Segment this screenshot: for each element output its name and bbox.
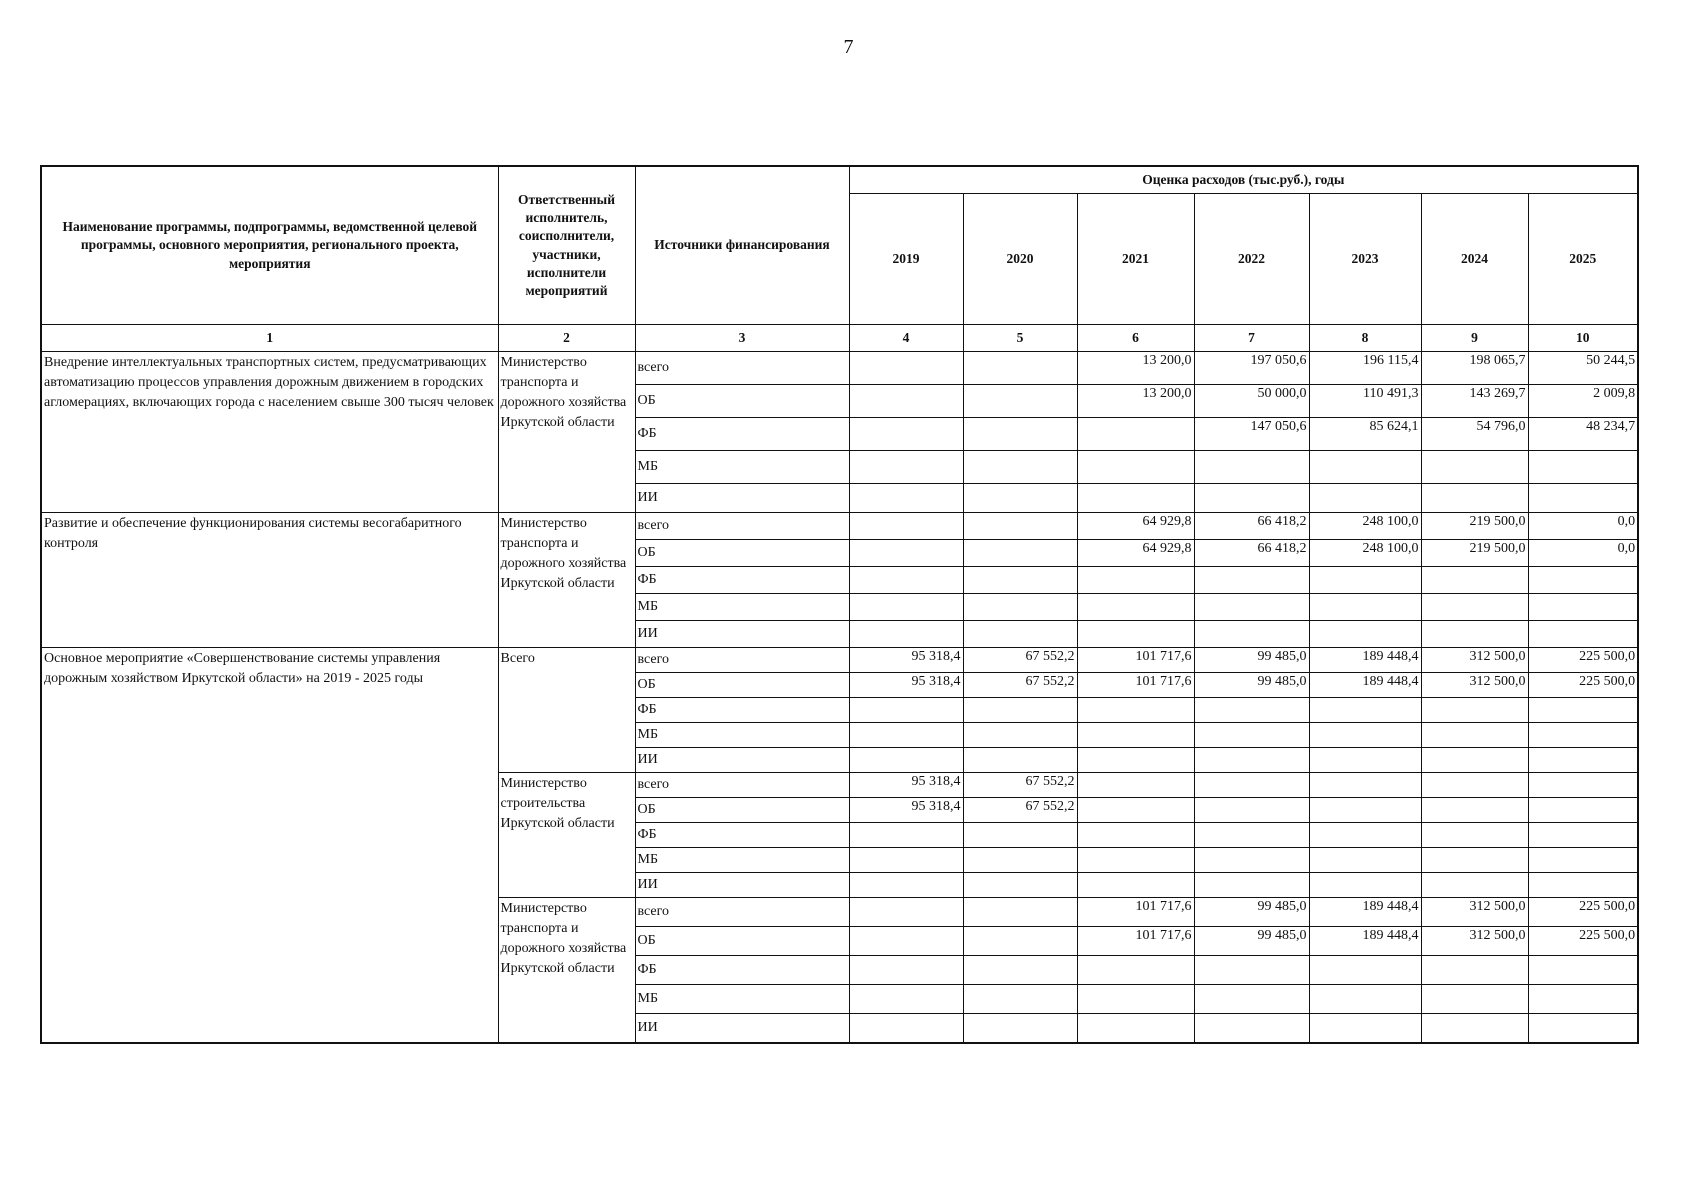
expense-value-2021 [1077, 723, 1194, 748]
expense-value-2023: 189 448,4 [1309, 648, 1421, 673]
expense-value-2020 [963, 513, 1077, 540]
expense-value-2025 [1528, 773, 1638, 798]
expense-value-2019 [849, 418, 963, 451]
expense-value-2025: 225 500,0 [1528, 898, 1638, 927]
expense-value-2022 [1194, 723, 1309, 748]
funding-source: ФБ [635, 418, 849, 451]
expense-value-2024: 312 500,0 [1421, 648, 1528, 673]
expense-value-2023 [1309, 848, 1421, 873]
expense-value-2022 [1194, 773, 1309, 798]
expense-value-2020 [963, 823, 1077, 848]
expense-value-2024 [1421, 773, 1528, 798]
expense-value-2019 [849, 848, 963, 873]
column-number: 9 [1421, 325, 1528, 352]
column-number: 10 [1528, 325, 1638, 352]
expense-value-2021 [1077, 773, 1194, 798]
expense-value-2022: 197 050,6 [1194, 352, 1309, 385]
expense-value-2023: 248 100,0 [1309, 513, 1421, 540]
expense-value-2021: 64 929,8 [1077, 513, 1194, 540]
expense-value-2022 [1194, 1014, 1309, 1044]
header-year: 2022 [1194, 194, 1309, 325]
expense-value-2022: 99 485,0 [1194, 927, 1309, 956]
expense-value-2020 [963, 848, 1077, 873]
expense-value-2025: 225 500,0 [1528, 673, 1638, 698]
expense-value-2025 [1528, 956, 1638, 985]
expense-value-2021: 64 929,8 [1077, 540, 1194, 567]
expense-value-2024: 198 065,7 [1421, 352, 1528, 385]
expense-value-2022 [1194, 567, 1309, 594]
expense-value-2025 [1528, 823, 1638, 848]
expense-value-2024: 312 500,0 [1421, 898, 1528, 927]
expense-value-2024 [1421, 985, 1528, 1014]
expense-value-2019 [849, 621, 963, 648]
funding-source: ИИ [635, 484, 849, 513]
expense-value-2023: 196 115,4 [1309, 352, 1421, 385]
table-row [41, 352, 1638, 385]
table-row [41, 648, 1638, 673]
expense-value-2020 [963, 352, 1077, 385]
expense-value-2024 [1421, 873, 1528, 898]
funding-source: ИИ [635, 1014, 849, 1044]
expense-value-2025 [1528, 1014, 1638, 1044]
expense-value-2022: 99 485,0 [1194, 673, 1309, 698]
expense-value-2019: 95 318,4 [849, 648, 963, 673]
expense-value-2023 [1309, 1014, 1421, 1044]
expense-value-2020 [963, 540, 1077, 567]
expense-value-2023: 85 624,1 [1309, 418, 1421, 451]
expense-value-2025 [1528, 594, 1638, 621]
expense-value-2022 [1194, 823, 1309, 848]
expense-value-2023 [1309, 823, 1421, 848]
expense-value-2025: 225 500,0 [1528, 648, 1638, 673]
expense-value-2023 [1309, 594, 1421, 621]
expense-value-2025 [1528, 621, 1638, 648]
page-number: 7 [843, 36, 854, 58]
expense-value-2019 [849, 1014, 963, 1044]
expense-value-2020 [963, 385, 1077, 418]
expense-value-2021 [1077, 418, 1194, 451]
funding-source: ОБ [635, 673, 849, 698]
expense-value-2020: 67 552,2 [963, 673, 1077, 698]
expense-value-2024 [1421, 484, 1528, 513]
expense-value-2020 [963, 873, 1077, 898]
column-number: 2 [498, 325, 635, 352]
expense-value-2019 [849, 567, 963, 594]
expense-value-2019 [849, 873, 963, 898]
expense-value-2024 [1421, 594, 1528, 621]
expense-value-2024 [1421, 451, 1528, 484]
funding-source: ОБ [635, 540, 849, 567]
expense-value-2022 [1194, 873, 1309, 898]
expense-value-2024 [1421, 823, 1528, 848]
header-year: 2024 [1421, 194, 1528, 325]
funding-source: всего [635, 773, 849, 798]
expense-value-2022: 66 418,2 [1194, 540, 1309, 567]
funding-source: всего [635, 352, 849, 385]
expense-value-2020: 67 552,2 [963, 798, 1077, 823]
expense-value-2021 [1077, 698, 1194, 723]
executor-name: Министерство транспорта и дорожного хозяйства Иркутской области [498, 898, 635, 1044]
expense-value-2022 [1194, 451, 1309, 484]
expense-value-2024 [1421, 1014, 1528, 1044]
expense-value-2021 [1077, 484, 1194, 513]
expense-value-2019 [849, 956, 963, 985]
expense-value-2020 [963, 748, 1077, 773]
funding-source: ИИ [635, 748, 849, 773]
expense-value-2019: 95 318,4 [849, 798, 963, 823]
header-sources: Источники финансирования [635, 166, 849, 325]
expense-value-2019 [849, 352, 963, 385]
expense-value-2022 [1194, 484, 1309, 513]
expense-value-2025 [1528, 567, 1638, 594]
header-year: 2023 [1309, 194, 1421, 325]
column-number: 6 [1077, 325, 1194, 352]
funding-source: всего [635, 898, 849, 927]
expense-value-2023 [1309, 451, 1421, 484]
funding-source: МБ [635, 594, 849, 621]
expense-value-2025 [1528, 848, 1638, 873]
expense-value-2020 [963, 723, 1077, 748]
expense-value-2025 [1528, 985, 1638, 1014]
expense-value-2022: 66 418,2 [1194, 513, 1309, 540]
expense-value-2023 [1309, 484, 1421, 513]
expense-value-2023 [1309, 723, 1421, 748]
column-number: 4 [849, 325, 963, 352]
expense-value-2025 [1528, 698, 1638, 723]
expense-value-2019 [849, 927, 963, 956]
expense-value-2019 [849, 698, 963, 723]
expense-value-2023: 189 448,4 [1309, 927, 1421, 956]
expense-value-2021 [1077, 621, 1194, 648]
expense-value-2020 [963, 484, 1077, 513]
expense-value-2022: 99 485,0 [1194, 898, 1309, 927]
expense-value-2020: 67 552,2 [963, 648, 1077, 673]
expense-value-2025: 50 244,5 [1528, 352, 1638, 385]
funding-source: МБ [635, 451, 849, 484]
expense-value-2022 [1194, 594, 1309, 621]
funding-source: ФБ [635, 698, 849, 723]
expense-value-2019: 95 318,4 [849, 673, 963, 698]
expense-value-2024: 143 269,7 [1421, 385, 1528, 418]
expense-value-2021 [1077, 956, 1194, 985]
funding-source: всего [635, 513, 849, 540]
expense-value-2024: 312 500,0 [1421, 927, 1528, 956]
expense-value-2025: 0,0 [1528, 540, 1638, 567]
executor-name: Министерство транспорта и дорожного хозяйства Иркутской области [498, 513, 635, 648]
expense-value-2023 [1309, 798, 1421, 823]
expense-value-2019 [849, 985, 963, 1014]
expense-value-2024 [1421, 848, 1528, 873]
expense-value-2019 [849, 513, 963, 540]
funding-source: ФБ [635, 823, 849, 848]
expense-value-2025 [1528, 723, 1638, 748]
expense-value-2024: 219 500,0 [1421, 540, 1528, 567]
expense-value-2019 [849, 540, 963, 567]
header-expenses: Оценка расходов (тыс.руб.), годы [849, 166, 1638, 194]
expense-value-2020 [963, 1014, 1077, 1044]
header-year: 2019 [849, 194, 963, 325]
expense-value-2019: 95 318,4 [849, 773, 963, 798]
header-executor: Ответственный исполнитель, соисполнители, участники, исполнители мероприятий [498, 166, 635, 325]
expense-value-2022 [1194, 848, 1309, 873]
expense-value-2021: 101 717,6 [1077, 898, 1194, 927]
table-body [41, 352, 1638, 1044]
measure-name: Внедрение интеллектуальных транспортных систем, предусматривающих автоматизацию процессов управления дорожным движением в городских агломерациях, включающих города с населением свыше 300 тысяч человек [41, 352, 498, 513]
expense-value-2021 [1077, 1014, 1194, 1044]
executor-name: Министерство строительства Иркутской области [498, 773, 635, 898]
executor-name: Всего [498, 648, 635, 773]
expense-value-2023 [1309, 956, 1421, 985]
expense-value-2021 [1077, 748, 1194, 773]
expense-value-2019 [849, 823, 963, 848]
expense-value-2021 [1077, 451, 1194, 484]
expense-value-2020 [963, 567, 1077, 594]
expense-value-2025 [1528, 873, 1638, 898]
executor-name: Министерство транспорта и дорожного хозяйства Иркутской области [498, 352, 635, 513]
expense-value-2021: 13 200,0 [1077, 352, 1194, 385]
funding-source: ОБ [635, 385, 849, 418]
expense-value-2023: 248 100,0 [1309, 540, 1421, 567]
funding-source: ОБ [635, 798, 849, 823]
expense-value-2019 [849, 748, 963, 773]
funding-source: МБ [635, 985, 849, 1014]
expense-value-2021 [1077, 798, 1194, 823]
expense-value-2022 [1194, 985, 1309, 1014]
expense-value-2025 [1528, 451, 1638, 484]
expense-value-2020 [963, 621, 1077, 648]
expense-value-2024 [1421, 621, 1528, 648]
expense-value-2025 [1528, 484, 1638, 513]
expense-value-2020 [963, 594, 1077, 621]
expense-value-2024: 312 500,0 [1421, 673, 1528, 698]
expense-value-2024 [1421, 956, 1528, 985]
expense-value-2023 [1309, 773, 1421, 798]
expense-value-2024 [1421, 798, 1528, 823]
expense-value-2024: 219 500,0 [1421, 513, 1528, 540]
expense-value-2021 [1077, 594, 1194, 621]
expense-value-2023 [1309, 873, 1421, 898]
expense-value-2024: 54 796,0 [1421, 418, 1528, 451]
funding-source: МБ [635, 723, 849, 748]
expense-value-2022: 147 050,6 [1194, 418, 1309, 451]
expense-value-2021: 101 717,6 [1077, 927, 1194, 956]
header-year: 2021 [1077, 194, 1194, 325]
expense-value-2022 [1194, 956, 1309, 985]
expenses-table [40, 165, 1639, 1044]
expense-value-2021 [1077, 823, 1194, 848]
table-row [41, 513, 1638, 540]
expense-value-2020 [963, 418, 1077, 451]
expense-value-2023 [1309, 567, 1421, 594]
expense-value-2025 [1528, 748, 1638, 773]
expense-value-2024 [1421, 723, 1528, 748]
expense-value-2022: 99 485,0 [1194, 648, 1309, 673]
header-name: Наименование программы, подпрограммы, ведомственной целевой программы, основного мероприятия, регионального проекта, мероприятия [41, 166, 498, 325]
expense-value-2021 [1077, 985, 1194, 1014]
funding-source: ИИ [635, 621, 849, 648]
funding-source: ФБ [635, 567, 849, 594]
column-number: 3 [635, 325, 849, 352]
expense-value-2021: 101 717,6 [1077, 673, 1194, 698]
expense-value-2023 [1309, 748, 1421, 773]
expense-value-2020 [963, 985, 1077, 1014]
expense-value-2023 [1309, 621, 1421, 648]
expense-value-2025: 225 500,0 [1528, 927, 1638, 956]
measure-name: Основное мероприятие «Совершенствование системы управления дорожным хозяйством Иркутской области» на 2019 - 2025 годы [41, 648, 498, 1044]
expense-value-2025 [1528, 798, 1638, 823]
expense-value-2020 [963, 927, 1077, 956]
expense-value-2020 [963, 698, 1077, 723]
expense-value-2022: 50 000,0 [1194, 385, 1309, 418]
expense-value-2021: 13 200,0 [1077, 385, 1194, 418]
expense-value-2022 [1194, 748, 1309, 773]
expense-value-2019 [849, 385, 963, 418]
expense-value-2024 [1421, 748, 1528, 773]
expense-value-2019 [849, 451, 963, 484]
column-number: 7 [1194, 325, 1309, 352]
expense-value-2023: 189 448,4 [1309, 898, 1421, 927]
expense-value-2021 [1077, 848, 1194, 873]
expense-value-2024 [1421, 567, 1528, 594]
expense-value-2019 [849, 594, 963, 621]
funding-source: ОБ [635, 927, 849, 956]
measure-name: Развитие и обеспечение функционирования системы весогабаритного контроля [41, 513, 498, 648]
expense-value-2024 [1421, 698, 1528, 723]
expense-value-2021 [1077, 873, 1194, 898]
expense-value-2021: 101 717,6 [1077, 648, 1194, 673]
expense-value-2020 [963, 956, 1077, 985]
funding-source: всего [635, 648, 849, 673]
expense-value-2022 [1194, 621, 1309, 648]
expense-value-2020 [963, 451, 1077, 484]
column-number: 8 [1309, 325, 1421, 352]
expense-value-2025: 48 234,7 [1528, 418, 1638, 451]
expense-value-2022 [1194, 798, 1309, 823]
expense-value-2021 [1077, 567, 1194, 594]
column-number: 1 [41, 325, 498, 352]
expense-value-2019 [849, 484, 963, 513]
expense-value-2020 [963, 898, 1077, 927]
header-year: 2025 [1528, 194, 1638, 325]
expense-value-2020: 67 552,2 [963, 773, 1077, 798]
expense-value-2019 [849, 723, 963, 748]
header-year: 2020 [963, 194, 1077, 325]
expense-value-2023: 110 491,3 [1309, 385, 1421, 418]
column-number: 5 [963, 325, 1077, 352]
expense-value-2019 [849, 898, 963, 927]
expense-value-2022 [1194, 698, 1309, 723]
expense-value-2025: 2 009,8 [1528, 385, 1638, 418]
funding-source: ФБ [635, 956, 849, 985]
expense-value-2025: 0,0 [1528, 513, 1638, 540]
expense-value-2023 [1309, 698, 1421, 723]
funding-source: ИИ [635, 873, 849, 898]
expense-value-2023: 189 448,4 [1309, 673, 1421, 698]
funding-source: МБ [635, 848, 849, 873]
expense-value-2023 [1309, 985, 1421, 1014]
